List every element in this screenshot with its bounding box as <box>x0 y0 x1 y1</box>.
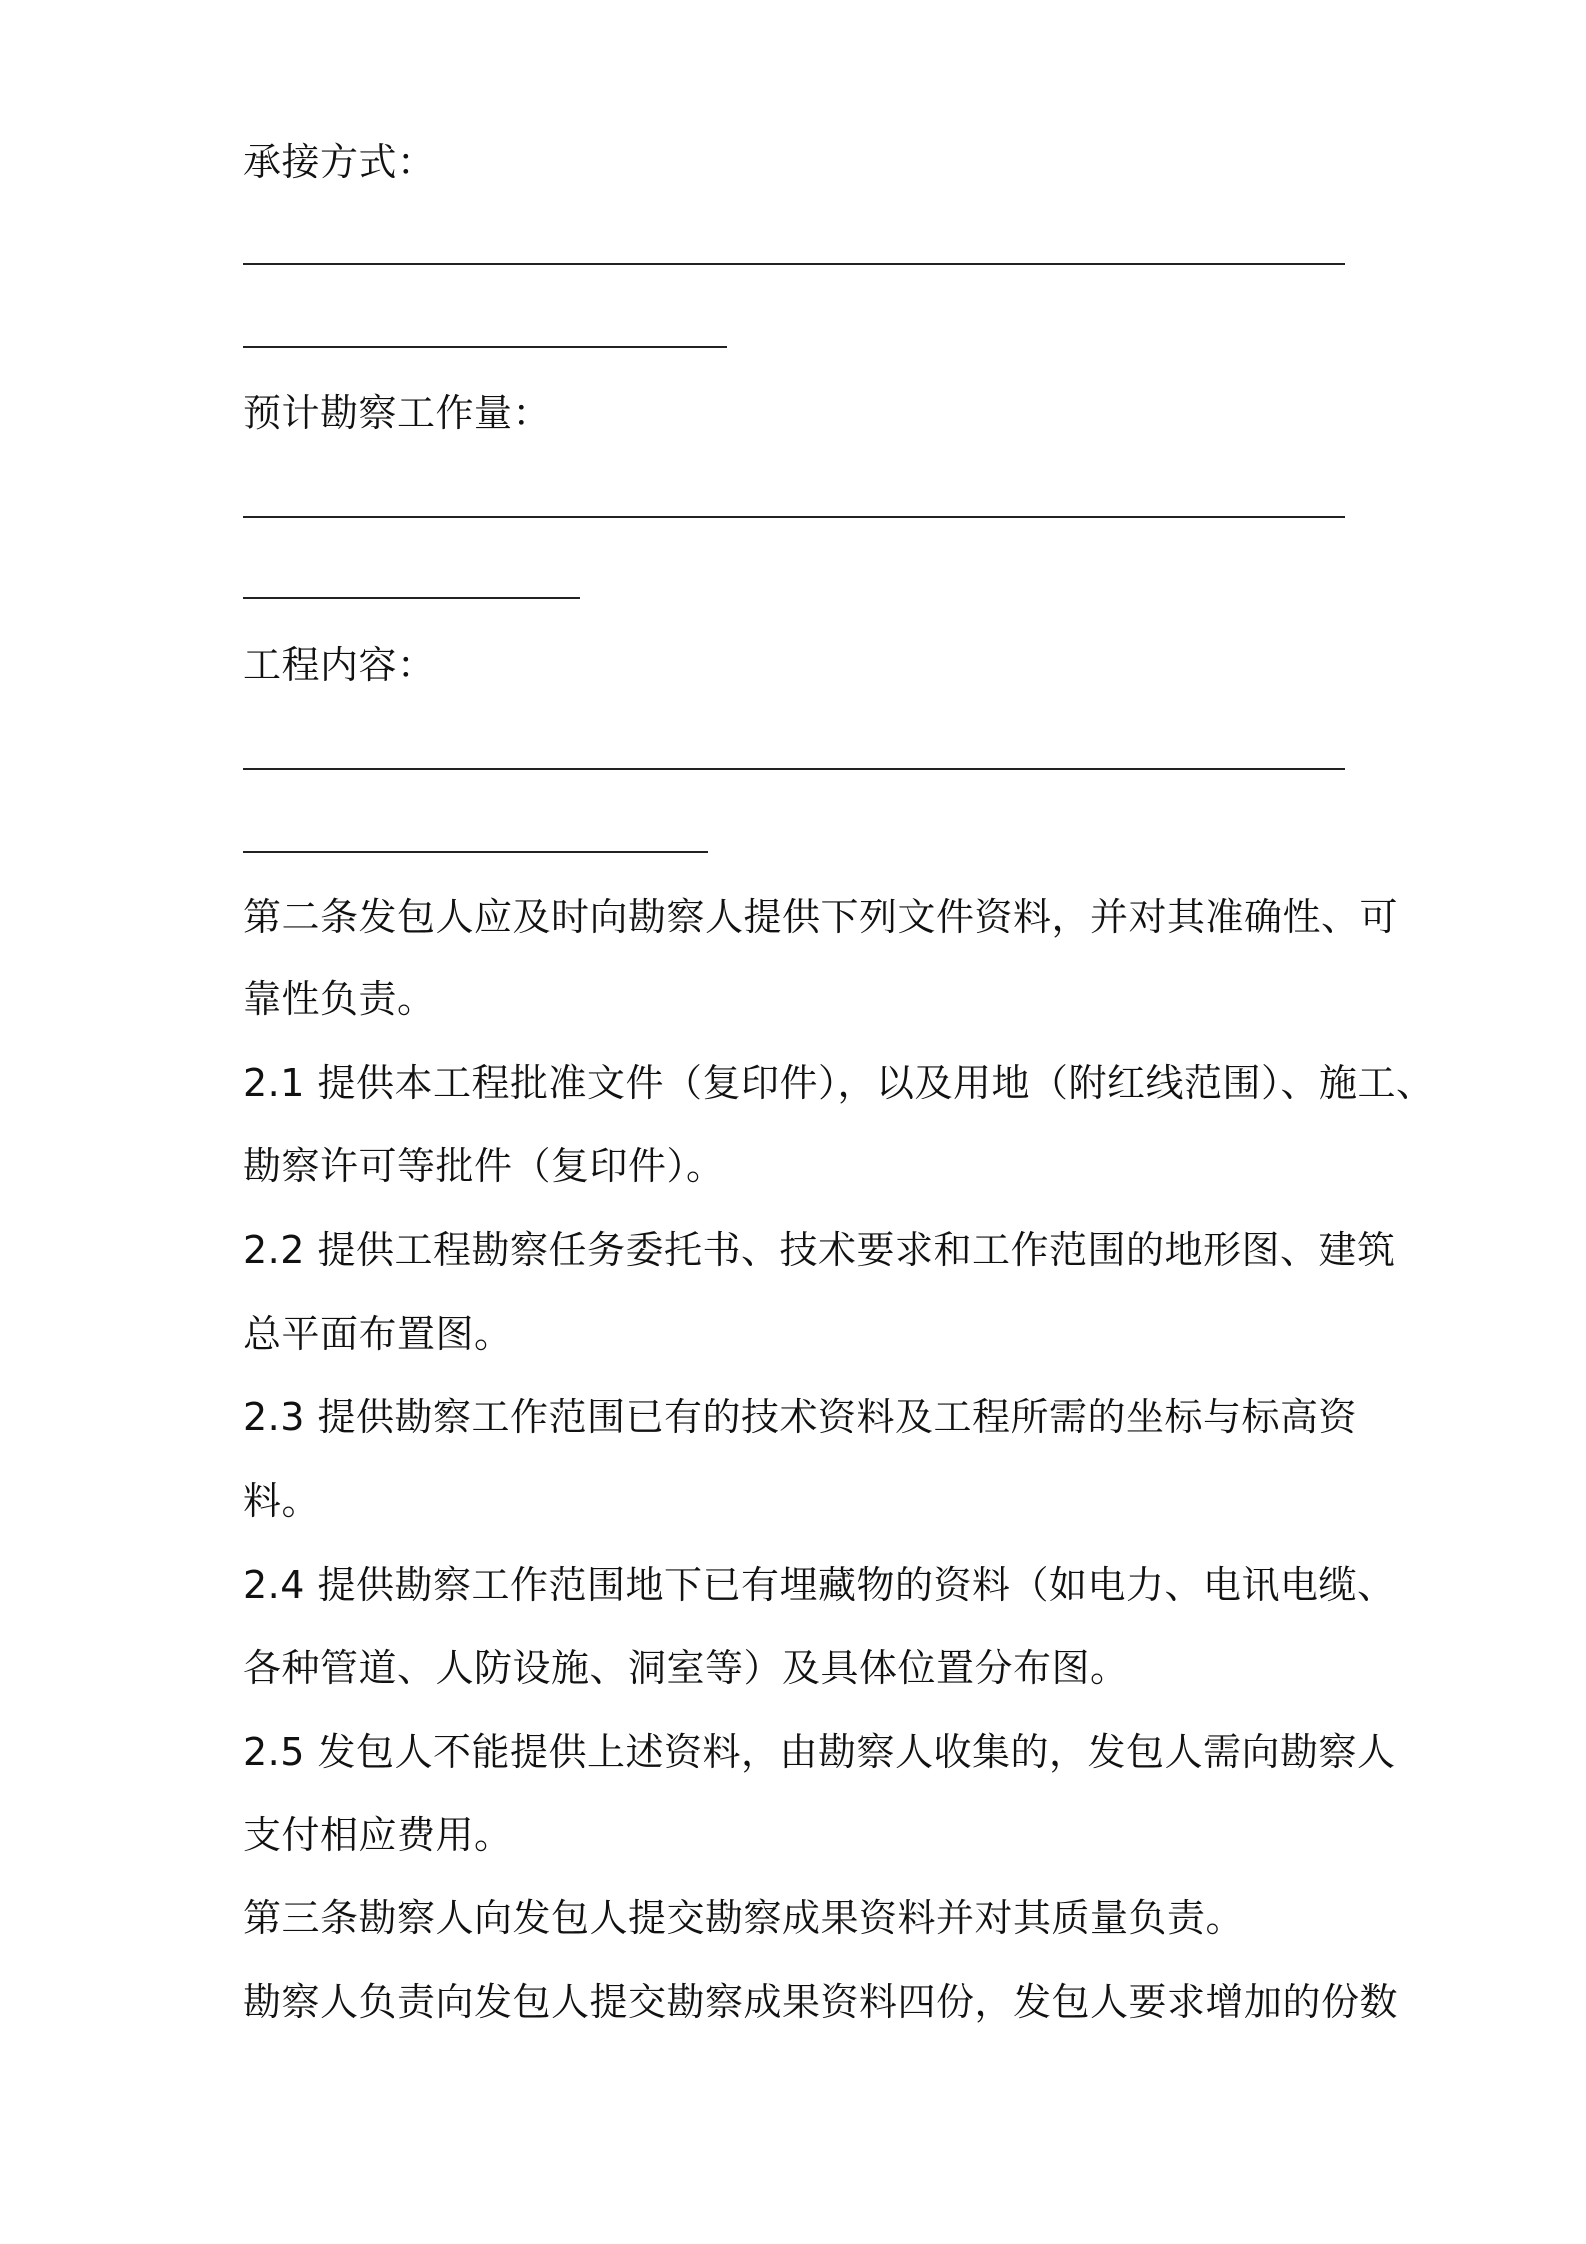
clause-2-3-line-1: 2.3 提供勘察工作范围已有的技术资料及工程所需的坐标与标高资 <box>243 1395 1358 1439</box>
article-2-heading-line-2: 靠性负责。 <box>243 977 436 1021</box>
article-3-body-line-1: 勘察人负责向发包人提交勘察成果资料四份，发包人要求增加的份数 <box>243 1980 1399 2024</box>
field-label-contract-method: 承接方式： <box>243 140 436 184</box>
clause-2-3-line-2: 料。 <box>243 1479 321 1523</box>
clause-2-2-line-2: 总平面布置图。 <box>243 1312 513 1356</box>
article-3-heading: 第三条勘察人向发包人提交勘察成果资料并对其质量负责。 <box>243 1896 1245 1940</box>
fill-in-blank-line <box>243 851 708 853</box>
fill-in-blank-line <box>243 768 1345 770</box>
clause-2-1-line-2: 勘察许可等批件（复印件）。 <box>243 1144 725 1188</box>
clause-2-1-line-1: 2.1 提供本工程批准文件（复印件），以及用地（附红线范围）、施工、 <box>243 1061 1435 1105</box>
fill-in-blank-line <box>243 263 1345 265</box>
field-label-estimated-workload: 预计勘察工作量： <box>243 391 552 435</box>
clause-2-4-line-1: 2.4 提供勘察工作范围地下已有埋藏物的资料（如电力、电讯电缆、 <box>243 1563 1396 1607</box>
clause-2-4-line-2: 各种管道、人防设施、洞室等）及具体位置分布图。 <box>243 1646 1129 1690</box>
clause-2-5-line-2: 支付相应费用。 <box>243 1813 513 1857</box>
fill-in-blank-line <box>243 516 1345 518</box>
fill-in-blank-line <box>243 597 580 599</box>
field-label-project-content: 工程内容： <box>243 643 436 687</box>
article-2-heading-line-1: 第二条发包人应及时向勘察人提供下列文件资料，并对其准确性、可 <box>243 895 1399 939</box>
clause-2-2-line-1: 2.2 提供工程勘察任务委托书、技术要求和工作范围的地形图、建筑 <box>243 1228 1396 1272</box>
clause-2-5-line-1: 2.5 发包人不能提供上述资料，由勘察人收集的，发包人需向勘察人 <box>243 1730 1396 1774</box>
fill-in-blank-line <box>243 346 727 348</box>
